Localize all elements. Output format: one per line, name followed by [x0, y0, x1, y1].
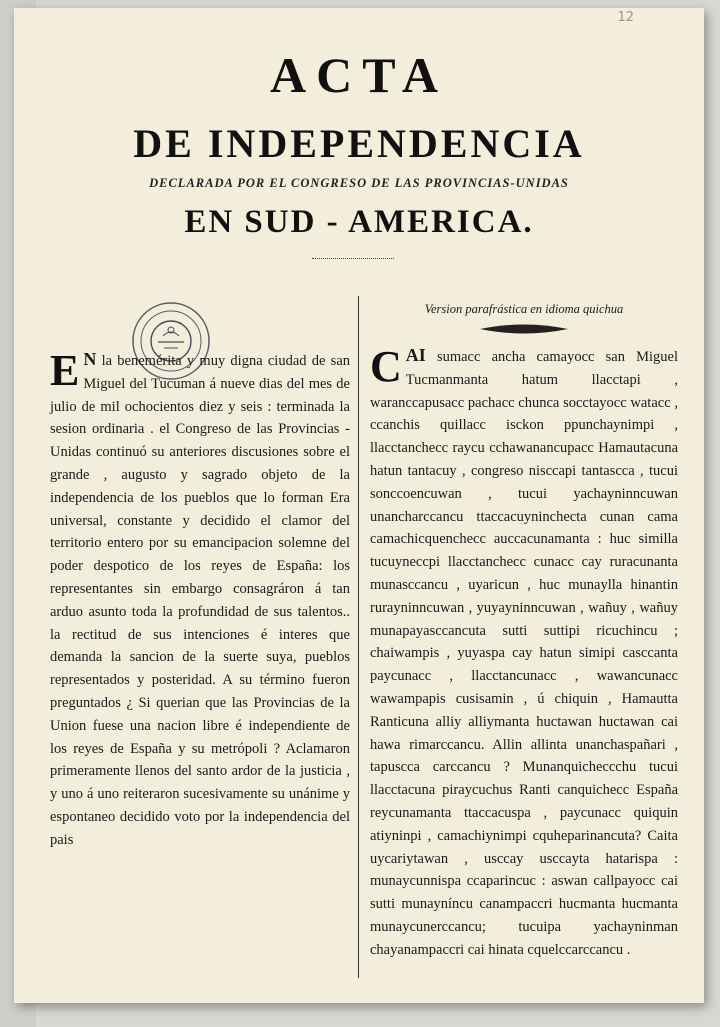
title-independencia: DE INDEPENDENCIA	[133, 121, 585, 166]
first-word-rest: AI	[405, 345, 426, 365]
page-number: 12	[617, 10, 634, 25]
subtitle-declarada: DECLARADA POR EL CONGRESO DE LAS PROVINCIAS-UNIDAS	[149, 176, 569, 190]
dropcap-e: E	[50, 346, 80, 395]
title-acta: ACTA	[270, 47, 448, 103]
quichua-paragraph	[370, 344, 678, 962]
spanish-body-text: la benemérita y muy digna ciudad de san Miguel del Tucuman á nueve dias del mes de julio de mil ochocientos diez y seis : terminada la sesion ordinaria . el Congreso de las Provincias - Unidas continuó su anteriores discusiones sobre el grande , augusto y sagrado objeto de la independencia de los pueblos que lo forman Era universal, constante y decidido el clamor del territorio entero por su emancipacion solemne del poder despotico de los reyes de España: los representantes sin embargo consagráron á tan arduo asunto toda la profundidad de sus talentos.. la rectitud de sus intenciones é interes que demanda la sancion de la suerte suya, pueblos representados y posteridad. A su término fueron preguntados ¿ Si querian que las Provincias de la Union fuese una nacion libre é independiente de los reyes de España y su metrópoli ? Aclamaron primeramente llenos del santo ardor de la justicia , y uno á uno reiteraron sucesivamente su unánime y espontaneo decidido voto por la independencia del pais	[50, 353, 350, 848]
spanish-paragraph	[50, 348, 350, 852]
quichua-body-text: sumacc ancha camayocc san Miguel Tucmanmanta hatum llacctapi , waranccapusacc pachacc chunca socctayocc watacc , ccanchis quillacc isckon ppunchaynimpi , llacctanchecc raycu cchawanancupacc Hamautacuna hatun tantacuy , congreso nisccapi tantascca , tucui sonccoencuwan , tucui yachayninncuwan unancharccancu ttaccacuyninchecta cunan cama camachicquenchecc auccacunamanta : huc similla tucuyneccpi llacctanchecc cunacc cay ruracunanta munasccancu , uyaricun , huc munaylla hinantin rurayninncuwan , yuyayninncuwan , wañuy , wañuy munapayasccancuta sutti suttipi ricuchincu ; chaiwampis , yuyaspa cay hatun simipi casccanta paycunacc , llacctancunacc , wawancunacc wawampapis cusisamin , ú chiquin , Hamautta Ranticuna alliy alliymanta huctawan huctawan cai hawa rimarccancu. Allin allinta unanchaspañari , tapuscca carccancu ? Munanquicheccchu tucui llacctacuna piraycuchus Ranti canquichecc España reycunamanta ttaccacuspa , paycunacc quiquin atiyninpi , camachiynimpi cquheparinancuta? Caita uycariytawan , usccay usccayta hatarispa : munaycunnispa ccaparincuc : aswan callpayocc cai sutti munayníncu canampaccri hucmanta hucmanta munaycunerccancu; tucuipa yachayninman chayanampaccri cai hinata cquelccarccancu .	[370, 349, 678, 958]
dropcap-c: C	[370, 342, 402, 391]
title-sud-america: EN SUD - AMERICA.	[184, 204, 534, 240]
version-note: Version parafrástica en idioma quichua	[424, 302, 624, 316]
ornament-icon	[476, 322, 572, 336]
title-ornament-rule	[312, 258, 394, 259]
spanish-text-column	[50, 348, 350, 852]
first-word-rest: N	[83, 349, 97, 369]
quichua-text-column	[370, 300, 678, 962]
document-page	[14, 8, 704, 1003]
column-divider	[358, 296, 359, 978]
